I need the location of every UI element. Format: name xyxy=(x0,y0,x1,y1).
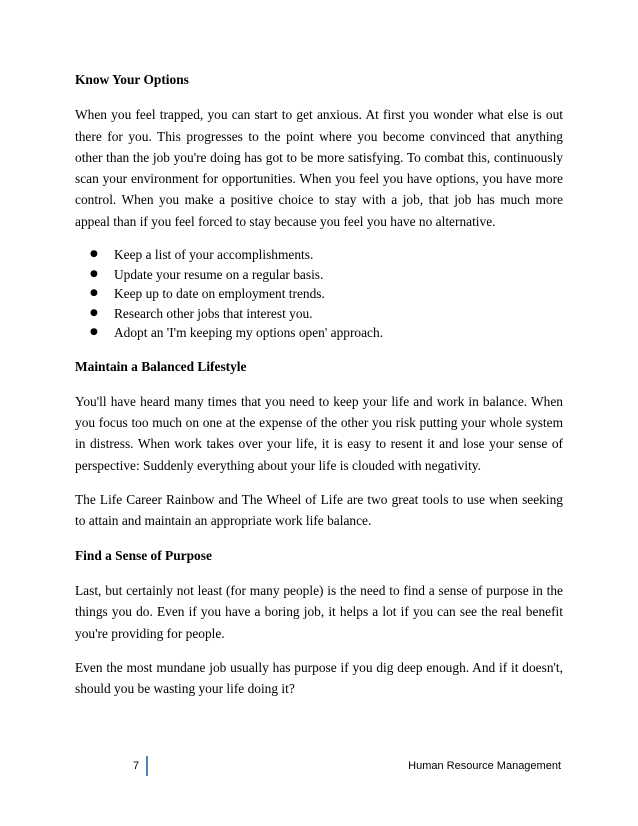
bullet-dot-icon: ● xyxy=(90,249,98,260)
heading-balanced-lifestyle: Maintain a Balanced Lifestyle xyxy=(75,358,247,374)
bullet-dot-icon: ● xyxy=(90,307,98,318)
bullet-dot-icon: ● xyxy=(90,288,98,299)
bullet-dot-icon: ● xyxy=(90,268,98,279)
list-item-text: Adopt an 'I'm keeping my options open' approach. xyxy=(114,325,384,341)
page-content xyxy=(75,69,563,712)
list-item xyxy=(75,304,563,324)
list-item-text: Keep up to date on employment trends. xyxy=(114,286,325,302)
list-item xyxy=(75,284,563,304)
footer-document-title: Human Resource Management xyxy=(408,760,561,772)
list-item-text: Research other jobs that interest you. xyxy=(114,305,313,321)
list-item-text: Keep a list of your accomplishments. xyxy=(114,247,314,263)
bullet-dot-icon: ● xyxy=(90,327,98,338)
list-item-text: Update your resume on a regular basis. xyxy=(114,266,324,282)
heading-sense-of-purpose: Find a Sense of Purpose xyxy=(75,547,212,563)
paragraph-balanced-lifestyle-1: You'll have heard many times that you need to keep your life and work in balance. When you focus too much on one at the expense of the other you risk putting your whole system in distress. When work takes over your life, it is easy to resent it and lose your sense of perspective: Suddenly everything about your life is clouded with negativity. xyxy=(75,393,563,473)
list-item xyxy=(75,265,563,285)
paragraph-sense-of-purpose-1: Last, but certainly not least (for many people) is the need to find a sense of purpose in the things you do. Even if you have a boring job, it helps a lot if you can see the real benefit you're providing for people. xyxy=(75,582,563,641)
options-bullet-list xyxy=(75,245,563,343)
page-number: 7 xyxy=(133,760,140,772)
paragraph-know-your-options: When you feel trapped, you can start to get anxious. At first you wonder what else is out there for you. This progresses to the point where you become convinced that anything other than the job you're doing has got to be more satisfying. To combat this, continuously scan your environment for opportunities. When you feel you have options, you have more control. When you make a positive choice to stay with a job, that job has much more appeal than if you feel forced to stay because you feel you have no alternative. xyxy=(75,107,563,229)
paragraph-balanced-lifestyle-2: The Life Career Rainbow and The Wheel of Life are two great tools to use when seeking to attain and maintain an appropriate work life balance. xyxy=(75,492,563,529)
heading-know-your-options: Know Your Options xyxy=(75,72,189,87)
paragraph-sense-of-purpose-2: Even the most mundane job usually has purpose if you dig deep enough. And if it doesn't, should you be wasting your life doing it? xyxy=(75,659,563,697)
list-item xyxy=(75,323,563,343)
page-footer xyxy=(0,756,638,778)
list-item xyxy=(75,245,563,265)
footer-divider xyxy=(146,756,148,776)
